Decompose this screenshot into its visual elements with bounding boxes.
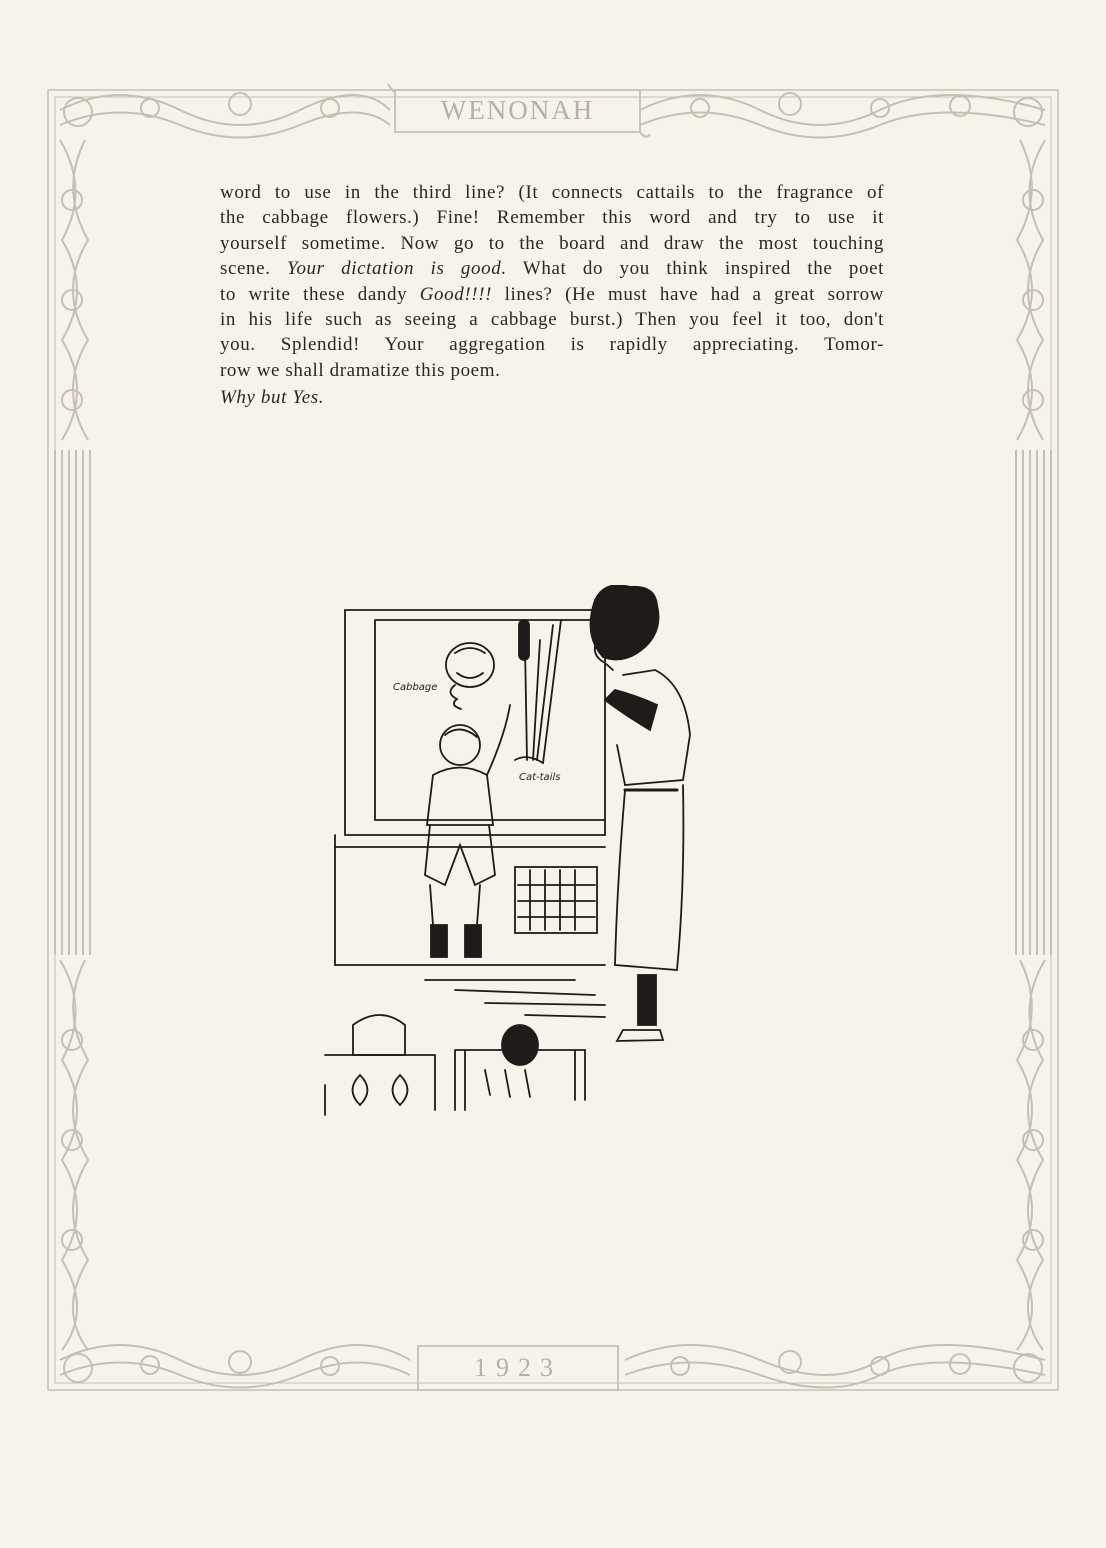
radiator-grille (515, 867, 597, 933)
cattails-drawing (515, 620, 561, 763)
running-header-title: WENONAH (440, 94, 595, 125)
closing-line: Why but Yes. (220, 387, 325, 409)
text-line: scene. Your dictation is good. What do you think inspired the poet (220, 258, 884, 280)
text-line: you. Splendid! Your aggregation is rapidly appreciating. Tomor- (220, 334, 884, 356)
classroom-illustration (305, 585, 725, 1125)
text-line: word to use in the third line? (It connects cattails to the fragrance of (220, 182, 884, 203)
text-line: row we shall dramatize this poem. (220, 359, 501, 381)
child-figure (425, 705, 510, 957)
cabbage-drawing (446, 643, 494, 709)
text-line: yourself sometime. Now go to the board and draw the most touching (220, 232, 884, 254)
body-text (220, 180, 884, 411)
running-footer-year: 1923 (474, 1353, 562, 1382)
italic-phrase: Good!!!! (419, 283, 493, 305)
text-line: to write these dandy Good!!!! lines? (He must have had a great sorrow (220, 283, 884, 305)
cabbage-label: Cabbage (393, 682, 438, 693)
cattails-label: Cat-tails (519, 772, 561, 783)
seated-children (325, 1015, 585, 1115)
text-line: in his life such as seeing a cabbage burst.) Then you feel it too, don't (220, 309, 884, 331)
text-line: the cabbage flowers.) Fine! Remember this word and try to use it (220, 207, 884, 229)
italic-phrase: Your dictation is good. (287, 258, 507, 280)
